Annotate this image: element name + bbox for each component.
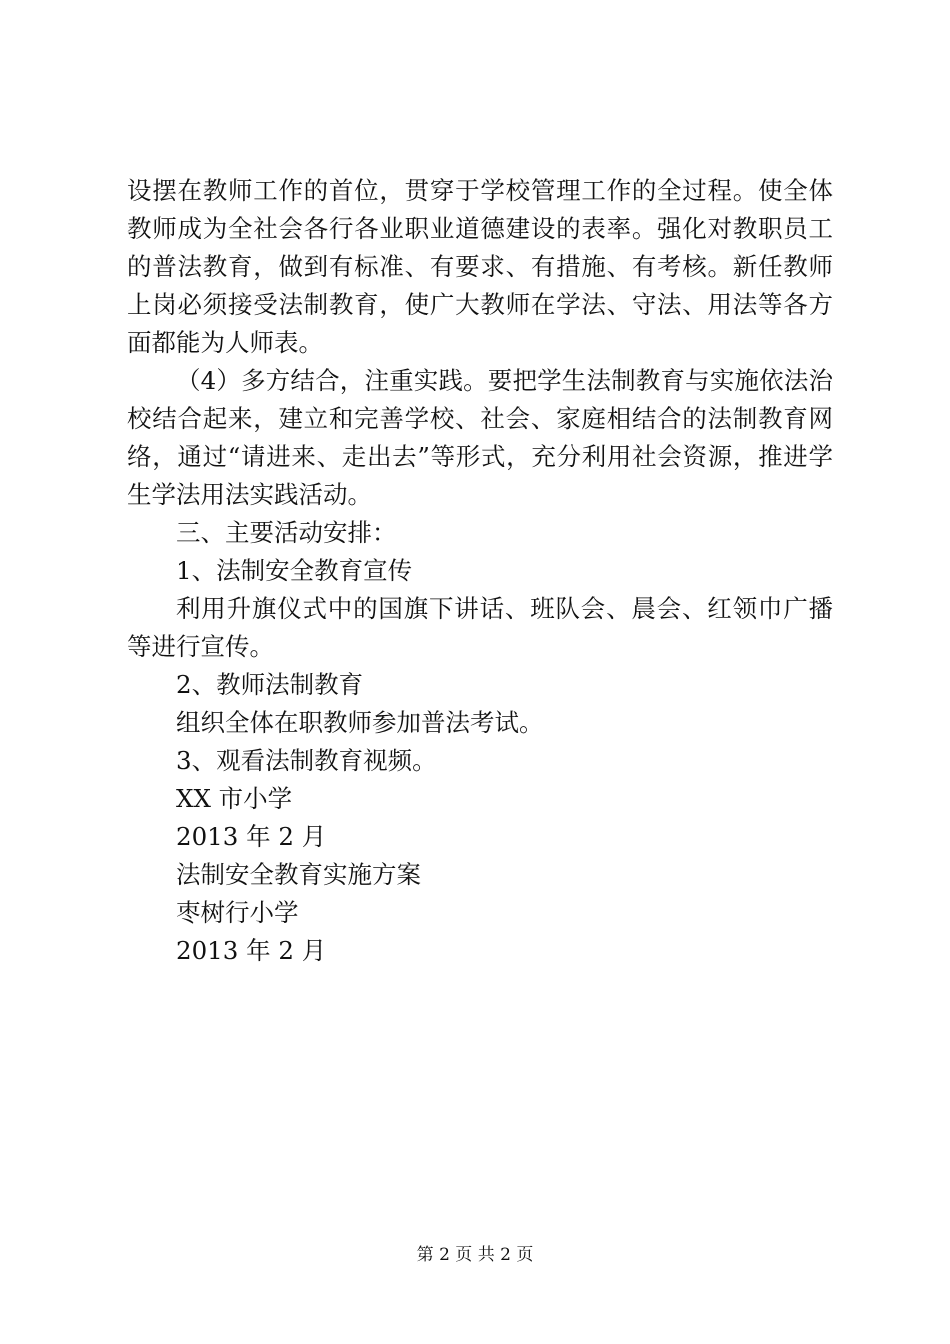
closing-date-line: 2013 年 2 月 xyxy=(176,936,327,965)
activity-1-heading: 1、法制安全教育宣传 xyxy=(176,556,413,585)
activity-3-heading: 3、观看法制教育视频。 xyxy=(176,746,437,775)
document-title-line: 法制安全教育实施方案 xyxy=(176,860,421,889)
page-footer: 第 2 页 共 2 页 xyxy=(416,1245,534,1265)
section-heading-activities: 三、主要活动安排： xyxy=(176,518,397,547)
activity-1-description: 利用升旗仪式中的国旗下讲话、班队会、晨会、红领巾广播等进行宣传。 xyxy=(127,594,833,661)
school-name-line: 枣树行小学 xyxy=(176,898,299,927)
activity-2-heading: 2、教师法制教育 xyxy=(176,670,364,699)
paragraph-teacher-ethics: 设摆在教师工作的首位，贯穿于学校管理工作的全过程。使全体教师成为全社会各行各业职业道德建设的表率。强化对教职员工的普法教育，做到有标准、有要求、有措施、有考核。新任教师上岗必须接受法制教育，使广大教师在学法、守法、用法等各方面都能为人师表。 xyxy=(127,176,833,357)
signature-date: 2013 年 2 月 xyxy=(176,822,327,851)
paragraph-combined-practice: （4）多方结合，注重实践。要把学生法制教育与实施依法治校结合起来，建立和完善学校、社会、家庭相结合的法制教育网络，通过“请进来、走出去”等形式，充分利用社会资源，推进学生学法用法实践活动。 xyxy=(127,366,833,509)
document-body xyxy=(127,172,833,970)
activity-2-description: 组织全体在职教师参加普法考试。 xyxy=(176,708,544,737)
signature-school: XX 市小学 xyxy=(176,784,293,813)
